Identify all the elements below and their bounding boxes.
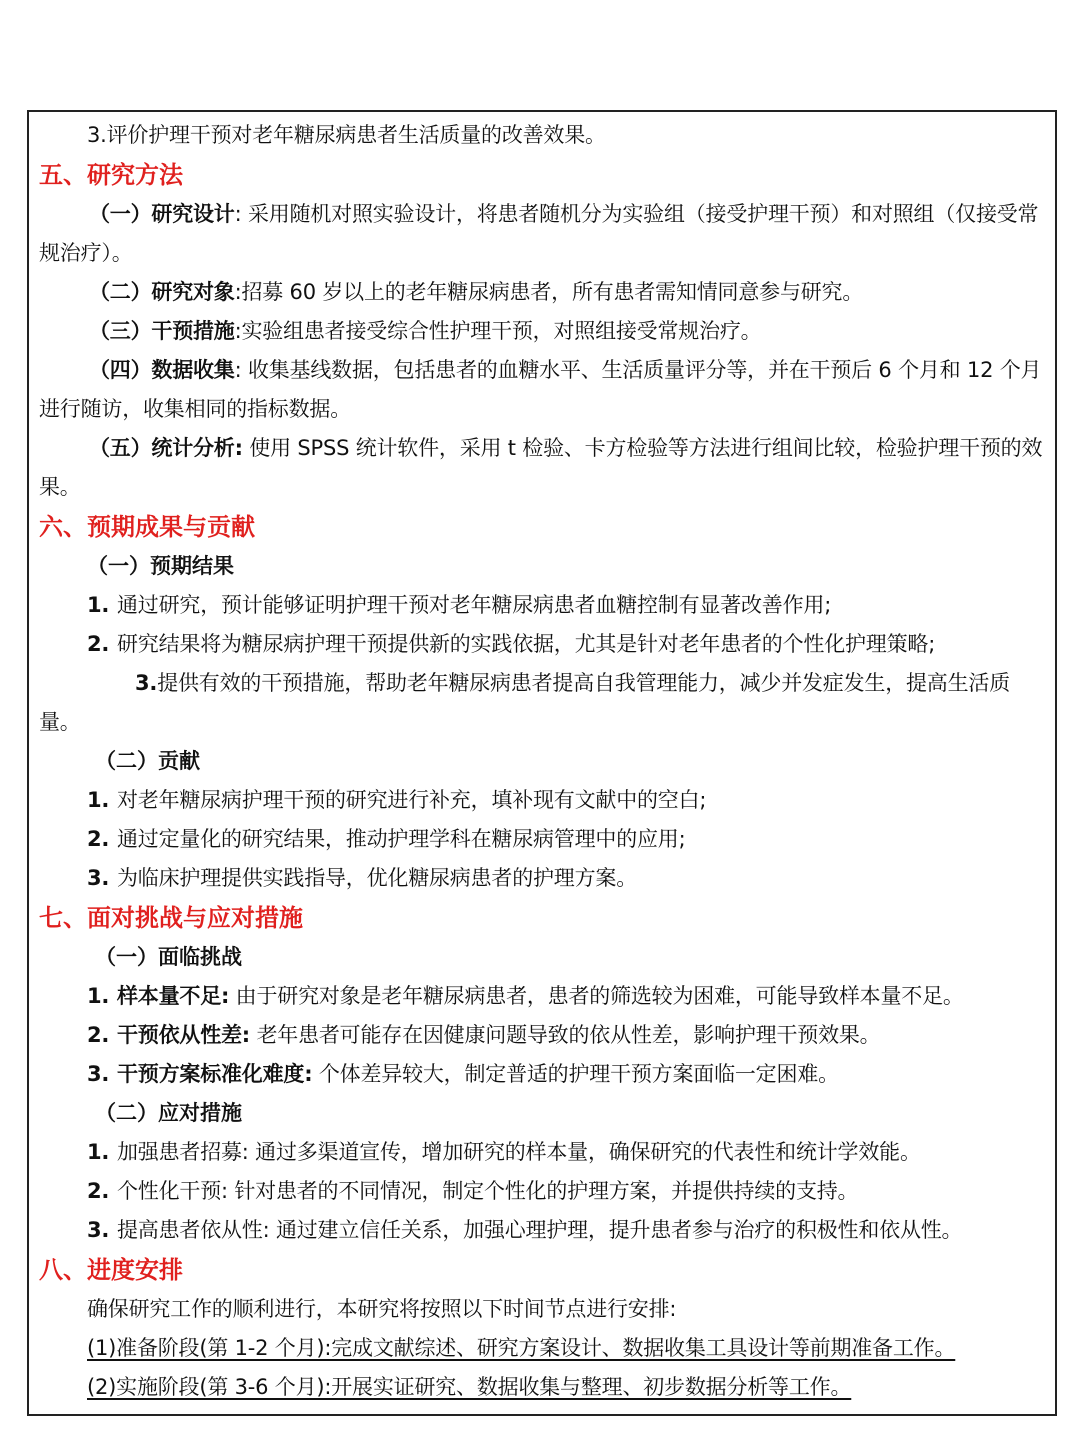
schedule-intro: 确保研究工作的顺利进行，本研究将按照以下时间节点进行安排: bbox=[87, 1297, 677, 1321]
challenge-item-3 bbox=[39, 1055, 1049, 1094]
objective-item-3: 3.评价护理干预对老年糖尿病患者生活质量的改善效果。 bbox=[87, 123, 606, 147]
contribution-item-3-text: 为临床护理提供实践指导，优化糖尿病患者的护理方案。 bbox=[117, 866, 637, 890]
countermeasure-item-1-num: 1. bbox=[87, 1140, 110, 1164]
method-subjects-label: （二）研究对象 bbox=[89, 280, 235, 304]
method-design-label: （一）研究设计 bbox=[89, 202, 235, 226]
method-design-text: : 采用随机对照实验设计，将患者随机分为实验组（接受护理干预）和对照组（仅接受常规治疗）。 bbox=[39, 202, 1039, 265]
challenge-item-2-text: 老年患者可能存在因健康问题导致的依从性差，影响护理干预效果。 bbox=[250, 1023, 881, 1047]
section-7-heading: 七、面对挑战与应对措施 bbox=[39, 904, 303, 932]
expected-item-3-num: 3. bbox=[135, 671, 158, 695]
schedule-phase-2-text: (2)实施阶段(第 3-6 个月):开展实证研究、数据收集与整理、初步数据分析等工作。 bbox=[87, 1375, 852, 1399]
expected-item-2 bbox=[39, 625, 1049, 664]
section-6-heading: 六、预期成果与贡献 bbox=[39, 513, 255, 541]
method-statistics bbox=[39, 429, 1049, 507]
expected-item-3-text: 提供有效的干预措施，帮助老年糖尿病患者提高自我管理能力，减少并发症发生，提高生活质量。 bbox=[39, 671, 1010, 734]
countermeasure-item-3 bbox=[39, 1211, 1049, 1250]
method-design bbox=[39, 195, 1049, 273]
method-stats-label: （五）统计分析: bbox=[89, 436, 243, 460]
contribution-subheading: （二）贡献 bbox=[95, 749, 200, 773]
document-content bbox=[39, 116, 1049, 1407]
contribution-item-1-num: 1. bbox=[87, 788, 110, 812]
contribution-item-3 bbox=[39, 859, 1049, 898]
expected-item-2-num: 2. bbox=[87, 632, 110, 656]
countermeasure-item-3-text: 提高患者依从性: 通过建立信任关系，加强心理护理，提升患者参与治疗的积极性和依从性。 bbox=[117, 1218, 963, 1242]
countermeasures-subheading: （二）应对措施 bbox=[95, 1101, 242, 1125]
challenge-item-2 bbox=[39, 1016, 1049, 1055]
challenge-item-1-text: 由于研究对象是老年糖尿病患者，患者的筛选较为困难，可能导致样本量不足。 bbox=[229, 984, 964, 1008]
expected-item-1 bbox=[39, 586, 1049, 625]
challenges-subheading: （一）面临挑战 bbox=[95, 945, 242, 969]
countermeasure-item-1 bbox=[39, 1133, 1049, 1172]
challenge-item-2-label: 干预依从性差: bbox=[117, 1023, 250, 1047]
countermeasure-item-1-text: 加强患者招募: 通过多渠道宣传，增加研究的样本量，确保研究的代表性和统计学效能。 bbox=[117, 1140, 921, 1164]
countermeasure-item-2-text: 个性化干预: 针对患者的不同情况，制定个性化的护理方案，并提供持续的支持。 bbox=[117, 1179, 859, 1203]
contribution-item-1 bbox=[39, 781, 1049, 820]
method-data-collection bbox=[39, 351, 1049, 429]
expected-item-3 bbox=[39, 664, 1049, 742]
challenge-item-2-num: 2. bbox=[87, 1023, 110, 1047]
countermeasure-item-3-num: 3. bbox=[87, 1218, 110, 1242]
method-data-text: : 收集基线数据，包括患者的血糖水平、生活质量评分等，并在干预后 6 个月和 12 个月进行随访，收集相同的指标数据。 bbox=[39, 358, 1042, 421]
method-intervention-text: :实验组患者接受综合性护理干预，对照组接受常规治疗。 bbox=[234, 319, 762, 343]
contribution-item-2 bbox=[39, 820, 1049, 859]
section-8-heading: 八、进度安排 bbox=[39, 1256, 183, 1284]
schedule-phase-2 bbox=[39, 1368, 1049, 1407]
contribution-item-1-text: 对老年糖尿病护理干预的研究进行补充，填补现有文献中的空白; bbox=[117, 788, 707, 812]
challenge-item-1-num: 1. bbox=[87, 984, 110, 1008]
method-intervention bbox=[39, 312, 1049, 351]
method-stats-text: 使用 SPSS 统计软件，采用 t 检验、卡方检验等方法进行组间比较，检验护理干预的效果。 bbox=[39, 436, 1043, 499]
document-frame bbox=[27, 110, 1057, 1416]
challenge-item-3-num: 3. bbox=[87, 1062, 110, 1086]
countermeasure-item-2 bbox=[39, 1172, 1049, 1211]
contribution-item-2-num: 2. bbox=[87, 827, 110, 851]
method-data-label: （四）数据收集 bbox=[89, 358, 235, 382]
challenge-item-3-text: 个体差异较大，制定普适的护理干预方案面临一定困难。 bbox=[312, 1062, 839, 1086]
expected-results-subheading: （一）预期结果 bbox=[87, 554, 234, 578]
challenge-item-1 bbox=[39, 977, 1049, 1016]
method-subjects-text: :招募 60 岁以上的老年糖尿病患者，所有患者需知情同意参与研究。 bbox=[234, 280, 864, 304]
schedule-phase-1 bbox=[39, 1329, 1049, 1368]
schedule-phase-1-text: (1)准备阶段(第 1-2 个月):完成文献综述、研究方案设计、数据收集工具设计等前期准备工作。 bbox=[87, 1336, 956, 1360]
challenge-item-1-label: 样本量不足: bbox=[117, 984, 230, 1008]
contribution-item-2-text: 通过定量化的研究结果，推动护理学科在糖尿病管理中的应用; bbox=[117, 827, 686, 851]
method-intervention-label: （三）干预措施 bbox=[89, 319, 235, 343]
countermeasure-item-2-num: 2. bbox=[87, 1179, 110, 1203]
section-5-heading: 五、研究方法 bbox=[39, 161, 183, 189]
challenge-item-3-label: 干预方案标准化难度: bbox=[117, 1062, 313, 1086]
expected-item-1-text: 通过研究，预计能够证明护理干预对老年糖尿病患者血糖控制有显著改善作用; bbox=[117, 593, 832, 617]
expected-item-1-num: 1. bbox=[87, 593, 110, 617]
expected-item-2-text: 研究结果将为糖尿病护理干预提供新的实践依据，尤其是针对老年患者的个性化护理策略; bbox=[117, 632, 936, 656]
method-subjects bbox=[39, 273, 1049, 312]
contribution-item-3-num: 3. bbox=[87, 866, 110, 890]
